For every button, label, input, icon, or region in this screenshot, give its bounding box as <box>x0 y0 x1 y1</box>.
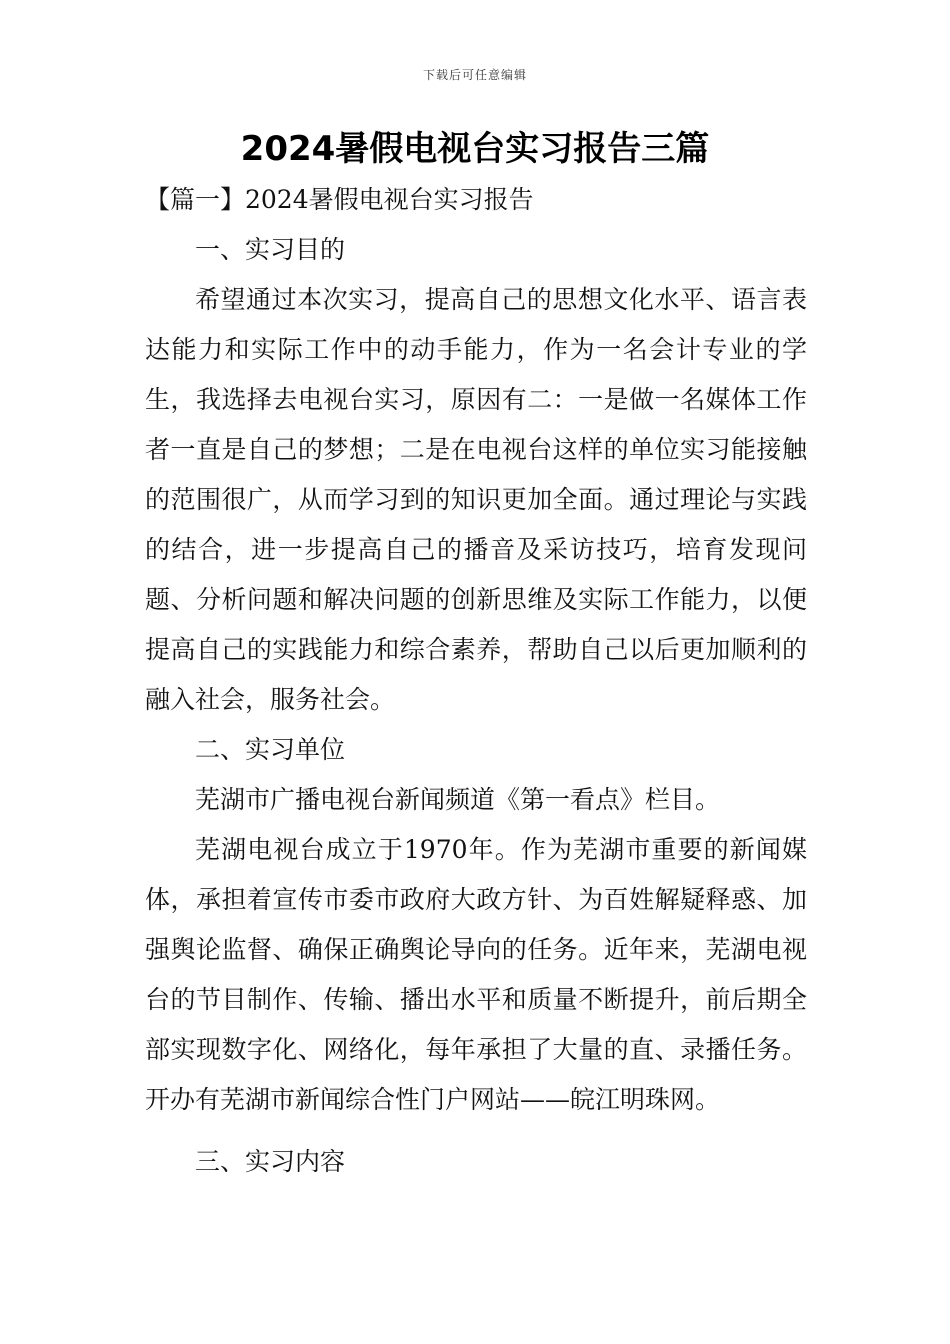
document-body <box>145 175 807 1187</box>
heading-internship-purpose: 一、实习目的 <box>195 235 346 264</box>
heading-internship-unit: 二、实习单位 <box>195 735 346 764</box>
paragraph-station-intro: 芜湖电视台成立于1970年。作为芜湖市重要的新闻媒体，承担着宣传市委市政府大政方针、为百姓解疑释惑、加强舆论监督、确保正确舆论导向的任务。近年来，芜湖电视台的节目制作、传输、播出水平和质量不断提升，前后期全部实现数字化、网络化，每年承担了大量的直、录播任务。开办有芜湖市新闻综合性门户网站——皖江明珠网。 <box>145 835 807 1114</box>
header-note: 下载后可任意编辑 <box>422 68 527 82</box>
section-label: 【篇一】2024暑假电视台实习报告 <box>145 185 534 214</box>
paragraph-unit: 芜湖市广播电视台新闻频道《第一看点》栏目。 <box>195 785 721 814</box>
spacer <box>145 1125 807 1137</box>
paragraph-purpose: 希望通过本次实习，提高自己的思想文化水平、语言表达能力和实际工作中的动手能力，作为一名会计专业的学生，我选择去电视台实习，原因有二：一是做一名媒体工作者一直是自己的梦想；二是在电视台这样的单位实习能接触的范围很广，从而学习到的知识更加全面。通过理论与实践的结合，进一步提高自己的播音及采访技巧，培育发现问题、分析问题和解决问题的创新思维及实际工作能力，以便提高自己的实践能力和综合素养，帮助自己以后更加顺利的融入社会，服务社会。 <box>145 285 807 714</box>
page-title: 2024暑假电视台实习报告三篇 <box>240 129 710 169</box>
heading-internship-content: 三、实习内容 <box>195 1147 346 1176</box>
